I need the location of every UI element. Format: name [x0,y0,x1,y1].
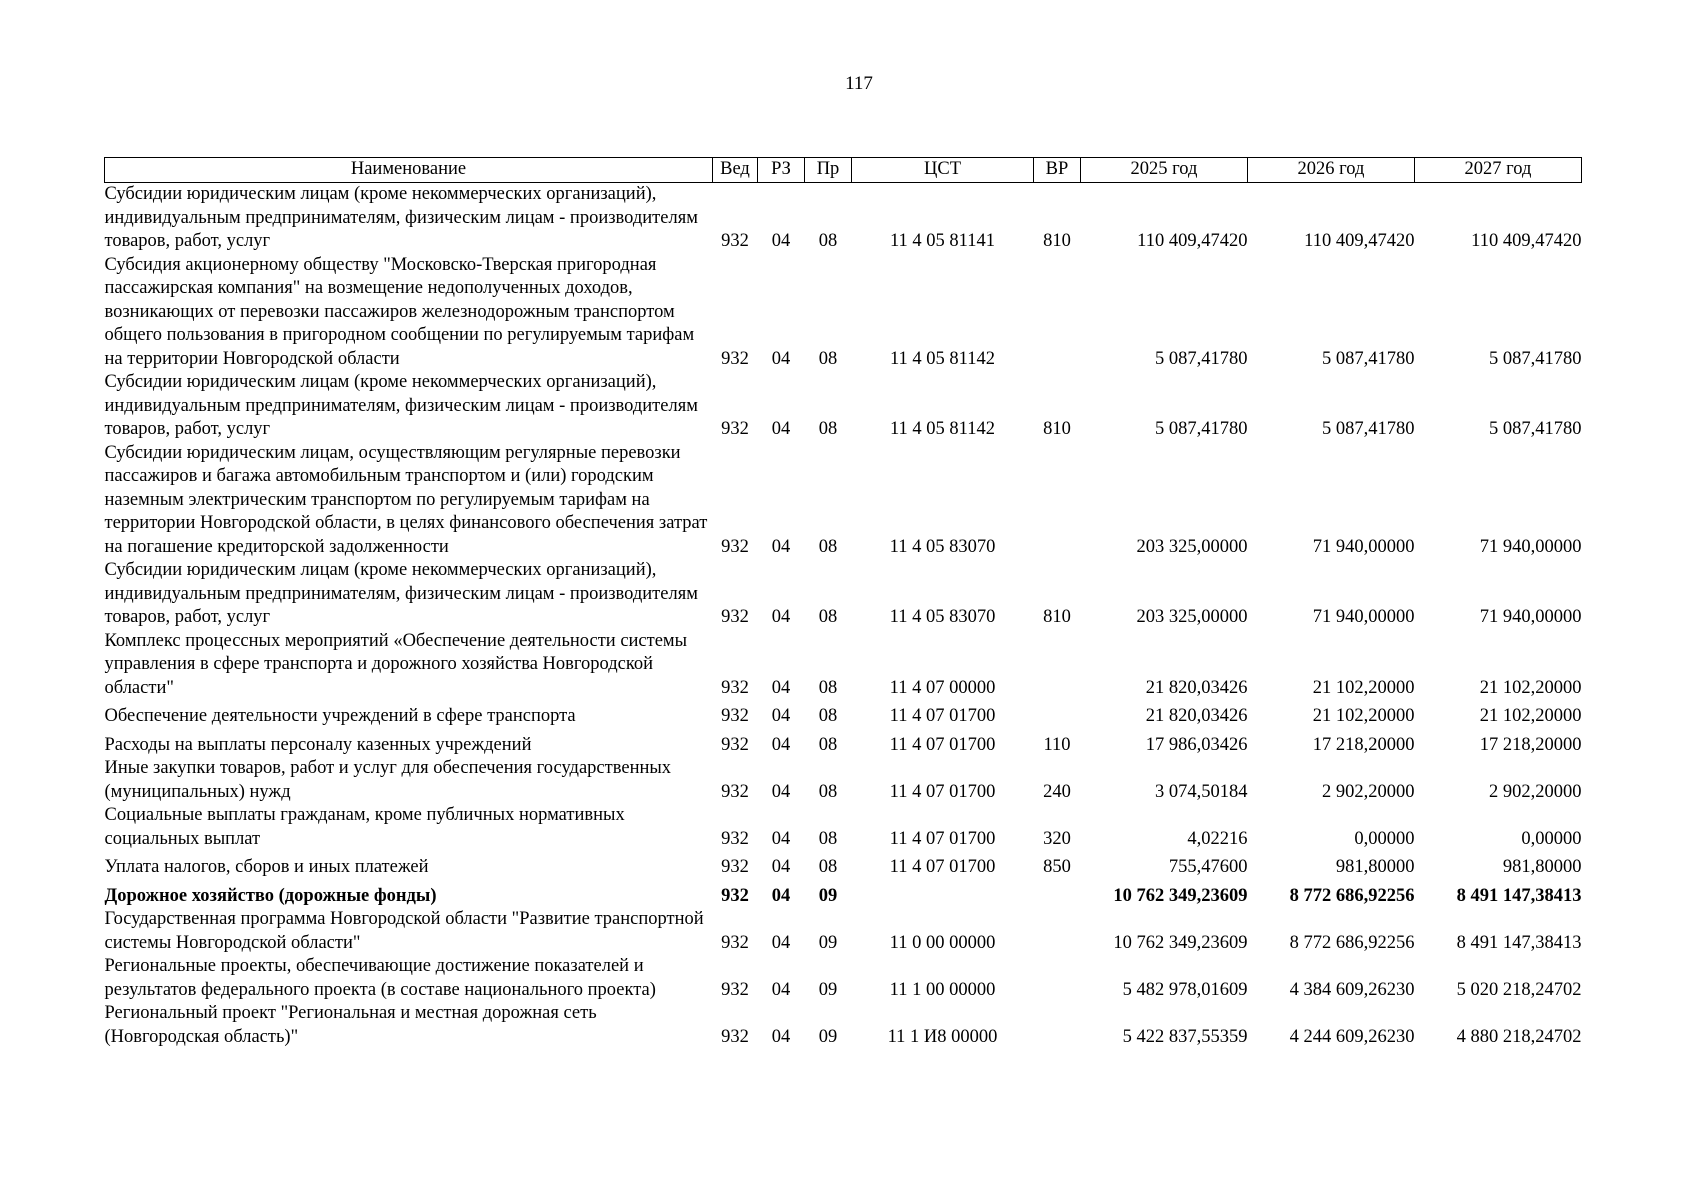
cell-2025: 755,47600 [1168,857,1248,877]
cell-name: Социальные выплаты гражданам, кроме публичных нормативных социальных выплат [104,805,625,849]
cell-ved: 932 [721,1026,749,1047]
cell-2027: 2 902,20000 [1489,781,1582,802]
cell-2025: 10 762 349,23609 [1113,885,1248,906]
table-row [105,955,1582,1002]
cell-ved: 932 [721,706,749,726]
cell-vr [1034,442,1081,560]
cell-2025: 5 482 978,01609 [1122,979,1248,1000]
table-row [105,371,1582,442]
cell-cst: 11 4 07 01700 [889,857,996,877]
table-row [105,254,1582,372]
cell-2027: 0,00000 [1521,828,1582,849]
cell-2025: 5 087,41780 [1155,419,1248,439]
cell-rz: 04 [771,932,791,953]
cell-cst: 11 1 00 00000 [889,979,996,1000]
cell-cst: 11 0 00 00000 [889,932,996,953]
cell-vr: 810 [1043,607,1071,627]
header-2026: 2026 год [1248,158,1415,183]
cell-pr: 09 [818,932,838,953]
table-row [105,559,1582,630]
header-2027: 2027 год [1415,158,1582,183]
cell-rz: 04 [771,607,791,627]
cell-ved: 932 [721,536,749,557]
cell-name: Субсидии юридическим лицам (кроме некоммерческих организаций), индивидуальным предпринимателям, физическим лицам - производителям товаров, работ, услуг [104,184,698,251]
table-row [105,804,1582,851]
table-row [105,1002,1582,1049]
cell-name: Обеспечение деятельности учреждений в сфере транспорта [104,706,576,726]
cell-name: Иные закупки товаров, работ и услуг для обеспечения государственных (муниципальных) нужд [104,758,672,802]
cell-name: Уплата налогов, сборов и иных платежей [104,857,429,877]
cell-vr [1034,254,1081,372]
cell-rz: 04 [771,677,791,698]
cell-rz: 04 [771,979,791,1000]
cell-2025: 17 986,03426 [1145,734,1248,755]
cell-cst: 11 4 05 83070 [889,607,996,627]
cell-vr: 240 [1043,781,1071,802]
cell-vr: 320 [1043,828,1071,849]
cell-vr: 110 [1043,734,1071,755]
cell-2026: 8 772 686,92256 [1289,885,1415,906]
cell-2026: 0,00000 [1354,828,1415,849]
cell-rz: 04 [771,1026,791,1047]
cell-2026: 981,80000 [1335,857,1415,877]
cell-vr: 850 [1043,857,1071,877]
cell-2025: 4,02216 [1187,828,1248,849]
cell-vr [1034,630,1081,701]
table-row [105,757,1582,804]
cell-2026: 5 087,41780 [1322,348,1415,369]
cell-pr: 08 [818,348,838,369]
cell-ved: 932 [721,231,749,251]
cell-2025: 21 820,03426 [1145,677,1248,698]
cell-2025: 110 409,47420 [1137,231,1248,251]
cell-cst: 11 4 07 00000 [889,677,996,698]
cell-name: Субсидии юридическим лицам (кроме некоммерческих организаций), индивидуальным предпринимателям, физическим лицам - производителям товаров, работ, услуг [104,560,698,627]
header-ved: Вед [713,158,758,183]
cell-ved: 932 [721,677,749,698]
cell-pr: 08 [818,857,838,877]
cell-2025: 3 074,50184 [1155,781,1248,802]
cell-rz: 04 [771,781,791,802]
cell-vr [1034,908,1081,955]
cell-pr: 08 [818,706,838,726]
table-header [105,158,1582,183]
cell-cst: 11 4 05 83070 [889,536,996,557]
cell-2026: 4 384 609,26230 [1289,979,1415,1000]
cell-2026: 5 087,41780 [1322,419,1415,439]
cell-2025: 5 087,41780 [1155,348,1248,369]
cell-cst: 11 4 07 01700 [889,781,996,802]
cell-2027: 71 940,00000 [1479,536,1582,557]
cell-vr: 810 [1043,231,1071,251]
cell-name: Субсидии юридическим лицам, осуществляющим регулярные перевозки пассажиров и багажа автомобильным транспортом и (или) городским наземным электрическим транспортом по регулируемым тарифам на территории Новгородской области, в целях финансового обеспечения затрат на погашение кредиторской задолженности [104,442,708,557]
cell-cst: 11 4 07 01700 [889,734,996,755]
cell-pr: 09 [818,979,838,1000]
budget-table [104,157,1582,1049]
cell-2026: 8 772 686,92256 [1289,932,1415,953]
cell-cst: 11 4 07 01700 [889,828,996,849]
cell-2027: 5 020 218,24702 [1456,979,1582,1000]
cell-rz: 04 [771,419,791,439]
cell-ved: 932 [721,419,749,439]
cell-cst: 11 4 05 81142 [889,348,995,369]
table-row [105,630,1582,701]
header-rz: РЗ [758,158,805,183]
cell-name: Государственная программа Новгородской области "Развитие транспортной системы Новгородской области" [104,909,704,953]
cell-rz: 04 [771,885,791,906]
cell-ved: 932 [721,828,749,849]
cell-2027: 4 880 218,24702 [1456,1026,1582,1047]
cell-pr: 08 [818,828,838,849]
cell-vr [1034,880,1081,909]
cell-2026: 21 102,20000 [1312,677,1415,698]
cell-2027: 17 218,20000 [1479,734,1582,755]
cell-pr: 08 [818,419,838,439]
cell-name: Субсидия акционерному обществу "Московско-Тверская пригородная пассажирская компания" на возмещение недополученных доходов, возникающих от перевозки пассажиров железнодорожным транспортом общего пользования в пригородном сообщении по регулируемым тарифам на территории Новгородской области [104,254,695,369]
cell-cst: 11 1 И8 00000 [887,1026,998,1047]
cell-cst: 11 4 05 81142 [889,419,995,439]
cell-rz: 04 [771,231,791,251]
cell-2026: 71 940,00000 [1312,607,1415,627]
cell-2027: 981,80000 [1502,857,1582,877]
cell-2026: 2 902,20000 [1322,781,1415,802]
header-name: Наименование [105,158,713,183]
cell-pr: 08 [818,231,838,251]
cell-rz: 04 [771,857,791,877]
table-row [105,183,1582,254]
cell-2026: 21 102,20000 [1312,706,1415,726]
table-row [105,442,1582,560]
cell-rz: 04 [771,348,791,369]
cell-2026: 4 244 609,26230 [1289,1026,1415,1047]
cell-2027: 71 940,00000 [1479,607,1582,627]
table-row [105,729,1582,758]
page-number: 117 [845,73,873,94]
cell-vr [1034,955,1081,1002]
cell-pr: 08 [818,536,838,557]
cell-2027: 8 491 147,38413 [1456,885,1582,906]
cell-2025: 5 422 837,55359 [1122,1026,1248,1047]
table-row [105,908,1582,955]
cell-cst: 11 4 05 81141 [889,231,995,251]
table-row [105,880,1582,909]
cell-2025: 21 820,03426 [1145,706,1248,726]
cell-2027: 8 491 147,38413 [1456,932,1582,953]
table-row [105,700,1582,729]
cell-vr [1034,700,1081,729]
cell-2025: 10 762 349,23609 [1113,932,1248,953]
cell-ved: 932 [721,857,749,877]
cell-2026: 110 409,47420 [1304,231,1415,251]
cell-name: Региональные проекты, обеспечивающие достижение показателей и результатов федерального проекта (в составе национального проекта) [104,956,656,1000]
header-vr: ВР [1034,158,1081,183]
cell-pr: 08 [818,781,838,802]
table-body [105,183,1582,1050]
cell-pr: 09 [818,885,838,906]
cell-pr: 08 [818,677,838,698]
header-pr: Пр [805,158,852,183]
cell-2026: 71 940,00000 [1312,536,1415,557]
header-2025: 2025 год [1081,158,1248,183]
cell-2025: 203 325,00000 [1136,536,1248,557]
cell-cst: 11 4 07 01700 [889,706,996,726]
cell-2027: 5 087,41780 [1489,419,1582,439]
cell-2027: 21 102,20000 [1479,706,1582,726]
cell-vr [1034,1002,1081,1049]
cell-2025: 203 325,00000 [1136,607,1248,627]
cell-cst [852,880,1034,909]
cell-2027: 110 409,47420 [1471,231,1582,251]
cell-rz: 04 [771,734,791,755]
cell-pr: 08 [818,607,838,627]
cell-pr: 09 [818,1026,838,1047]
cell-name: Дорожное хозяйство (дорожные фонды) [104,885,437,906]
cell-rz: 04 [771,706,791,726]
cell-ved: 932 [721,348,749,369]
cell-2027: 21 102,20000 [1479,677,1582,698]
cell-ved: 932 [721,932,749,953]
cell-name: Комплекс процессных мероприятий «Обеспечение деятельности системы управления в сфере транспорта и дорожного хозяйства Новгородской области" [104,630,688,698]
cell-rz: 04 [771,536,791,557]
cell-ved: 932 [721,781,749,802]
header-cst: ЦСТ [852,158,1034,183]
cell-name: Региональный проект "Региональная и местная дорожная сеть (Новгородская область)" [104,1003,597,1047]
cell-2026: 17 218,20000 [1312,734,1415,755]
cell-ved: 932 [721,607,749,627]
cell-name: Расходы на выплаты персоналу казенных учреждений [104,734,532,755]
cell-rz: 04 [771,828,791,849]
cell-name: Субсидии юридическим лицам (кроме некоммерческих организаций), индивидуальным предпринимателям, физическим лицам - производителям товаров, работ, услуг [104,372,698,439]
cell-ved: 932 [721,979,749,1000]
table-row [105,851,1582,880]
cell-vr: 810 [1043,419,1071,439]
cell-ved: 932 [721,734,749,755]
cell-2027: 5 087,41780 [1489,348,1582,369]
cell-ved: 932 [721,885,749,906]
cell-pr: 08 [818,734,838,755]
